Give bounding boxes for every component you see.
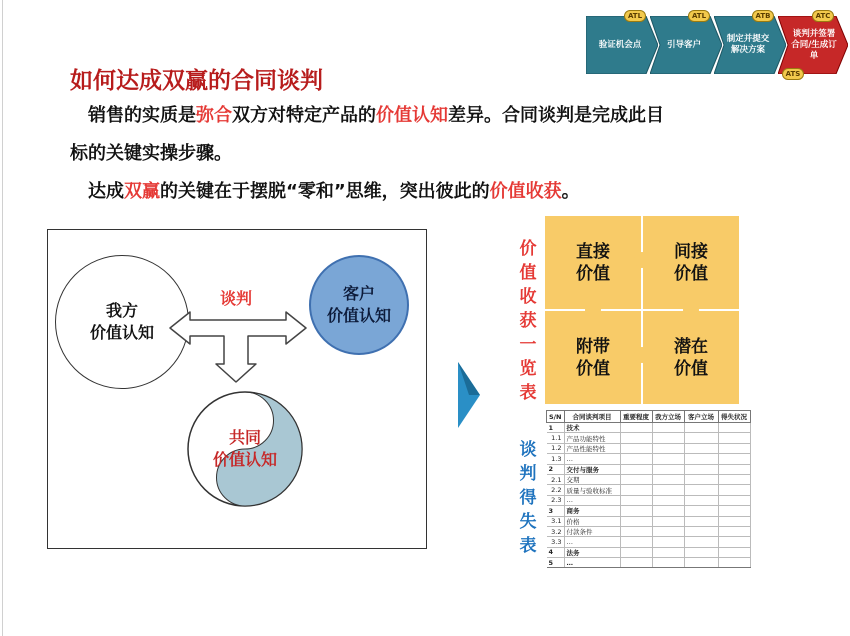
sn-cell: 2.2 [547,485,565,495]
highlight-text: 价值认知 [376,105,448,126]
step-badge: ATL [688,10,710,22]
paragraph-3 [88,177,580,203]
table-row [547,537,751,547]
client-position-cell [684,495,718,505]
sn-cell: 3.2 [547,526,565,536]
gain-loss-cell [718,558,750,568]
importance-cell [620,454,652,464]
table-header-row [547,411,751,423]
item-cell: 价格 [564,516,620,526]
negotiation-gain-loss-table [546,410,751,568]
item-cell: 产品性能特性 [564,443,620,453]
gain-loss-cell [718,537,750,547]
gain-loss-cell [718,506,750,516]
highlight-text: 价值收获 [489,181,562,202]
puzzle-knob [634,252,650,268]
our-position-cell [652,537,684,547]
client-position-cell [684,526,718,536]
column-header: 我方立场 [652,411,684,423]
item-cell: 法务 [564,547,620,557]
piece-line: 价值 [674,263,708,284]
gain-loss-cell [718,547,750,557]
piece-line: 直接 [576,241,610,262]
our-position-cell [652,526,684,536]
our-position-cell [652,423,684,433]
table-row [547,474,751,484]
client-position-cell [684,474,718,484]
step-label: 验证机会点 [598,39,642,50]
sn-cell: 2.3 [547,495,565,505]
item-cell: 质量与验收标准 [564,485,620,495]
label-char: 价 [519,239,537,259]
item-cell: … [564,537,620,547]
label-char: 收 [519,287,537,307]
label-char: 表 [519,536,537,556]
step-negotiate-contract[interactable] [778,12,848,78]
step-guide-customer[interactable] [650,12,722,74]
circle-line: 价值认知 [212,450,277,469]
our-position-cell [652,454,684,464]
importance-cell [620,516,652,526]
table-row [547,464,751,474]
piece-line: 价值 [576,358,610,379]
step-submit-solution[interactable] [714,12,786,74]
three-way-arrow-icon [168,296,308,386]
text: 达成 [88,181,124,202]
sn-cell: 3.3 [547,537,565,547]
importance-cell [620,506,652,516]
value-perception-diagram [47,229,427,549]
next-arrow-icon [458,362,482,428]
step-label: 谈判并签署合同/生成订单 [791,28,837,61]
puzzle-piece-direct [545,216,641,309]
importance-cell [620,495,652,505]
gain-loss-cell [718,474,750,484]
gain-loss-cell [718,495,750,505]
item-cell: 商务 [564,506,620,516]
highlight-text: 弥合 [196,105,232,126]
piece-line: 附带 [576,336,610,357]
piece-line: 价值 [674,358,708,379]
client-position-cell [684,516,718,526]
label-char: 值 [519,263,537,283]
sn-cell: 1.1 [547,433,565,443]
importance-cell [620,423,652,433]
client-position-cell [684,433,718,443]
highlight-text: 双赢 [124,181,160,202]
our-position-cell [652,558,684,568]
sn-cell: 1.3 [547,454,565,464]
piece-line: 间接 [674,241,708,262]
text: 差异。合同谈判是完成此目 [448,105,664,126]
item-cell: … [564,558,620,568]
step-badge: ATC [812,10,834,22]
value-puzzle [545,216,739,404]
client-position-cell [684,443,718,453]
text: 。 [561,181,580,202]
column-header: 重要程度 [620,411,652,423]
step-label: 制定并提交解决方案 [726,34,770,55]
gain-loss-cell [718,516,750,526]
puzzle-piece-attached [545,311,641,404]
label-char: 得 [519,488,537,508]
sales-process-steps [586,10,848,80]
importance-cell [620,485,652,495]
label-char: 谈 [519,440,537,460]
our-position-cell [652,464,684,474]
puzzle-knob [683,302,699,318]
label-char: 一 [519,335,537,355]
step-badge-bottom: ATS [782,68,804,80]
item-cell: 付款条件 [564,526,620,536]
our-position-cell [652,433,684,443]
circle-line: 价值认知 [326,306,391,325]
column-header: 客户立场 [684,411,718,423]
client-position-cell [684,558,718,568]
gain-loss-table-label [516,438,540,558]
negotiate-label: 谈判 [220,289,253,308]
client-position-cell [684,547,718,557]
table-row [547,495,751,505]
step-label: 引导客户 [666,39,701,50]
gain-loss-cell [718,526,750,536]
text: 的关键在于摆脱“零和”思维，突出彼此的 [160,181,490,202]
table-row [547,547,751,557]
table-row [547,516,751,526]
client-position-cell [684,506,718,516]
column-header: S/N [547,411,565,423]
step-badge: ATL [624,10,646,22]
page-left-rule [2,0,3,636]
label-char: 获 [519,311,537,331]
circle-line: 价值认知 [89,323,154,342]
circle-line: 我方 [105,301,138,320]
our-position-cell [652,495,684,505]
gain-loss-cell [718,423,750,433]
our-position-cell [652,506,684,516]
table-row [547,558,751,568]
piece-line: 价值 [576,263,610,284]
sn-cell: 5 [547,558,565,568]
column-header: 合同谈判项目 [564,411,620,423]
sn-cell: 3 [547,506,565,516]
label-char: 失 [519,512,537,532]
item-cell: 产品功能特性 [564,433,620,443]
client-position-cell [684,485,718,495]
puzzle-knob [585,302,601,318]
paragraph-2: 标的关键实操步骤。 [70,143,232,164]
sn-cell: 2.1 [547,474,565,484]
importance-cell [620,433,652,443]
puzzle-piece-potential [643,311,739,404]
page-title: 如何达成双赢的合同谈判 [70,68,323,94]
step-badge: ATB [752,10,774,22]
sn-cell: 4 [547,547,565,557]
sn-cell: 2 [547,464,565,474]
label-char: 表 [519,383,537,403]
puzzle-piece-indirect [643,216,739,309]
item-cell: … [564,454,620,464]
sn-cell: 1.2 [547,443,565,453]
item-cell: 交期 [564,474,620,484]
table-row [547,443,751,453]
importance-cell [620,443,652,453]
importance-cell [620,537,652,547]
step-verify-opportunity[interactable] [586,12,658,74]
common-perception-label [186,390,304,508]
circle-line: 共同 [228,428,261,447]
client-position-cell [684,464,718,474]
our-position-cell [652,547,684,557]
client-position-cell [684,423,718,433]
table-row [547,506,751,516]
our-position-cell [652,485,684,495]
table-row [547,433,751,443]
piece-line: 潜在 [674,336,708,357]
gain-loss-cell [718,433,750,443]
table-row [547,423,751,433]
sn-cell: 1 [547,423,565,433]
importance-cell [620,474,652,484]
client-perception-circle [309,255,409,355]
importance-cell [620,526,652,536]
table-row [547,454,751,464]
item-cell: … [564,495,620,505]
our-position-cell [652,516,684,526]
client-position-cell [684,537,718,547]
gain-loss-cell [718,443,750,453]
label-char: 览 [519,359,537,379]
table-row [547,526,751,536]
item-cell: 技术 [564,423,620,433]
our-position-cell [652,443,684,453]
our-position-cell [652,474,684,484]
puzzle-knob [634,347,650,363]
paragraph-1 [88,101,664,127]
sn-cell: 3.1 [547,516,565,526]
client-position-cell [684,454,718,464]
importance-cell [620,464,652,474]
text: 双方对特定产品的 [232,105,376,126]
gain-loss-cell [718,454,750,464]
label-char: 判 [519,464,537,484]
importance-cell [620,547,652,557]
table-row [547,485,751,495]
text: 销售的实质是 [88,105,196,126]
gain-loss-cell [718,485,750,495]
importance-cell [620,558,652,568]
circle-line: 客户 [342,284,375,303]
item-cell: 交付与服务 [564,464,620,474]
column-header: 得失状况 [718,411,750,423]
gain-loss-cell [718,464,750,474]
value-gain-table-label [516,237,540,405]
